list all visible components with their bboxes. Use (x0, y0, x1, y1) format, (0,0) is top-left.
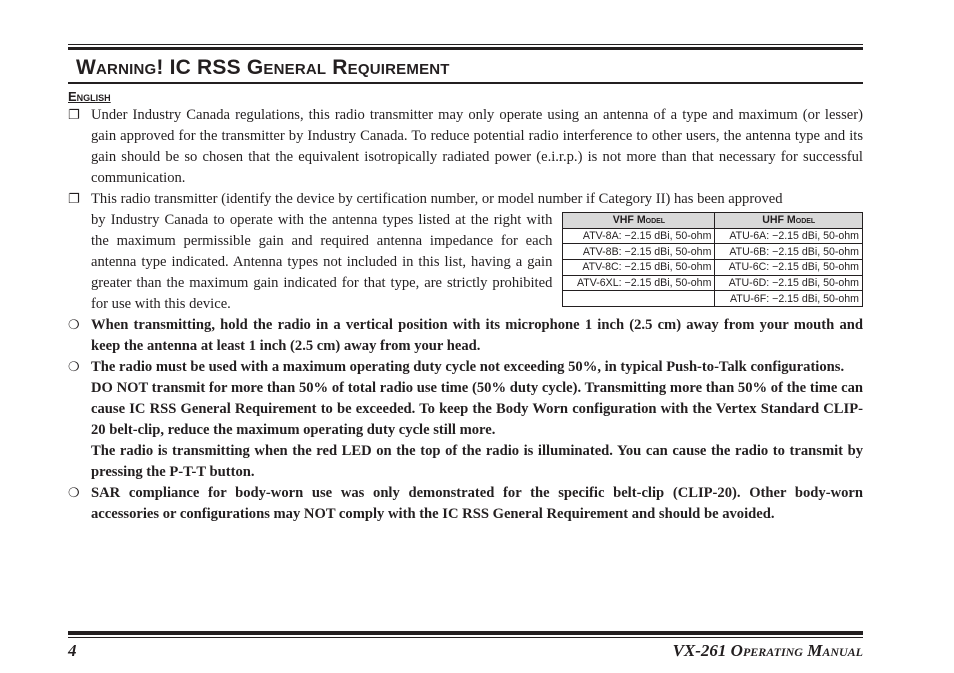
item-text: SAR compliance for body-worn use was only demonstrated for the specific belt-clip (CLIP-20). Other body-worn accessories or configurations may NOT comply with the IC RSS General Requirement and should be avoided. (91, 485, 863, 522)
circle-bullet-icon: ❍ (68, 318, 80, 333)
item-text: Under Industry Canada regulations, this radio transmitter may only operate using an antenna of a type and maximum (or lesser) gain approved for the transmitter by Industry Canada. To reduce potential radio interference to other users, the antenna type and its gain should be so chosen that the equivalent isotropically radiated power (e.i.r.p.) is not more than that necessary for successful communication. (91, 107, 863, 186)
manual-title: VX-261 Operating Manual (672, 641, 863, 660)
table-row (563, 244, 863, 260)
table-cell: ATV-6XL: −2.15 dBi, 50-ohm (563, 275, 715, 291)
table-cell: ATU-6B: −2.15 dBi, 50-ohm (715, 244, 863, 260)
page-content (68, 44, 863, 525)
title-rule (68, 82, 863, 84)
square-bullet-icon: ❐ (68, 192, 80, 207)
item-text-wrap: by Industry Canada to operate with the antenna types listed at the right with the maximum permissible gain and required antenna impedance for each antenna type indicated. Antenna types not included in this list, having a gain greater than the maximum gain indicated for that type, are strictly prohibited for use with this device. (91, 212, 553, 312)
header-rule-thick (68, 47, 863, 50)
antenna-model-table (562, 212, 863, 307)
item-text: When transmitting, hold the radio in a vertical position with its microphone 1 inch (2.5 cm) away from your mouth and keep the antenna at least 1 inch (2.5 cm) away from your head. (91, 317, 863, 354)
square-bullet-icon: ❐ (68, 108, 80, 123)
table-cell: ATV-8C: −2.15 dBi, 50-ohm (563, 259, 715, 275)
page-title: Warning! IC RSS General Requirement (76, 56, 450, 79)
table-row (563, 228, 863, 244)
table-cell: ATV-8A: −2.15 dBi, 50-ohm (563, 228, 715, 244)
item-text-led: The radio is transmitting when the red LED on the top of the radio is illuminated. You can cause the radio to transmit by pressing the P-T-T button. (91, 443, 863, 480)
circle-bullet-icon: ❍ (68, 360, 80, 375)
table-header-row (563, 213, 863, 229)
table-cell: ATU-6A: −2.15 dBi, 50-ohm (715, 228, 863, 244)
list-item-transmit-position (68, 315, 863, 357)
item-text-warning: DO NOT transmit for more than 50% of total radio use time (50% duty cycle). Transmitting more than 50% of the time can cause IC RSS General Requirement to be exceeded. To keep the Body Worn configuration with the Vertex Standard CLIP-20 belt-clip, reduce the maximum operating duty cycle still more. (91, 380, 863, 438)
table-cell: ATU-6C: −2.15 dBi, 50-ohm (715, 259, 863, 275)
list-item-duty-cycle (68, 357, 863, 483)
footer-rule-thin (68, 637, 863, 638)
item-text: The radio must be used with a maximum operating duty cycle not exceeding 50%, in typical Push-to-Talk configurations. (91, 359, 845, 375)
table-cell: ATU-6F: −2.15 dBi, 50-ohm (715, 291, 863, 307)
table-cell: ATV-8B: −2.15 dBi, 50-ohm (563, 244, 715, 260)
table-cell (563, 291, 715, 307)
list-item-antenna-types (68, 189, 863, 315)
table-cell: ATU-6D: −2.15 dBi, 50-ohm (715, 275, 863, 291)
list-item-sar-compliance (68, 483, 863, 525)
header-rule-thin (68, 44, 863, 45)
language-heading: English (68, 89, 111, 104)
column-header-vhf: VHF Model (563, 213, 715, 229)
text-with-table (91, 210, 863, 315)
table-row (563, 259, 863, 275)
table-row (563, 291, 863, 307)
page-number: 4 (68, 641, 77, 660)
column-header-uhf: UHF Model (715, 213, 863, 229)
footer-rule-thick (68, 631, 863, 635)
list-item-antenna-regulation (68, 105, 863, 189)
table-row (563, 275, 863, 291)
circle-bullet-icon: ❍ (68, 486, 80, 501)
item-text-lead: This radio transmitter (identify the device by certification number, or model number if Category II) has been approved (91, 191, 783, 207)
